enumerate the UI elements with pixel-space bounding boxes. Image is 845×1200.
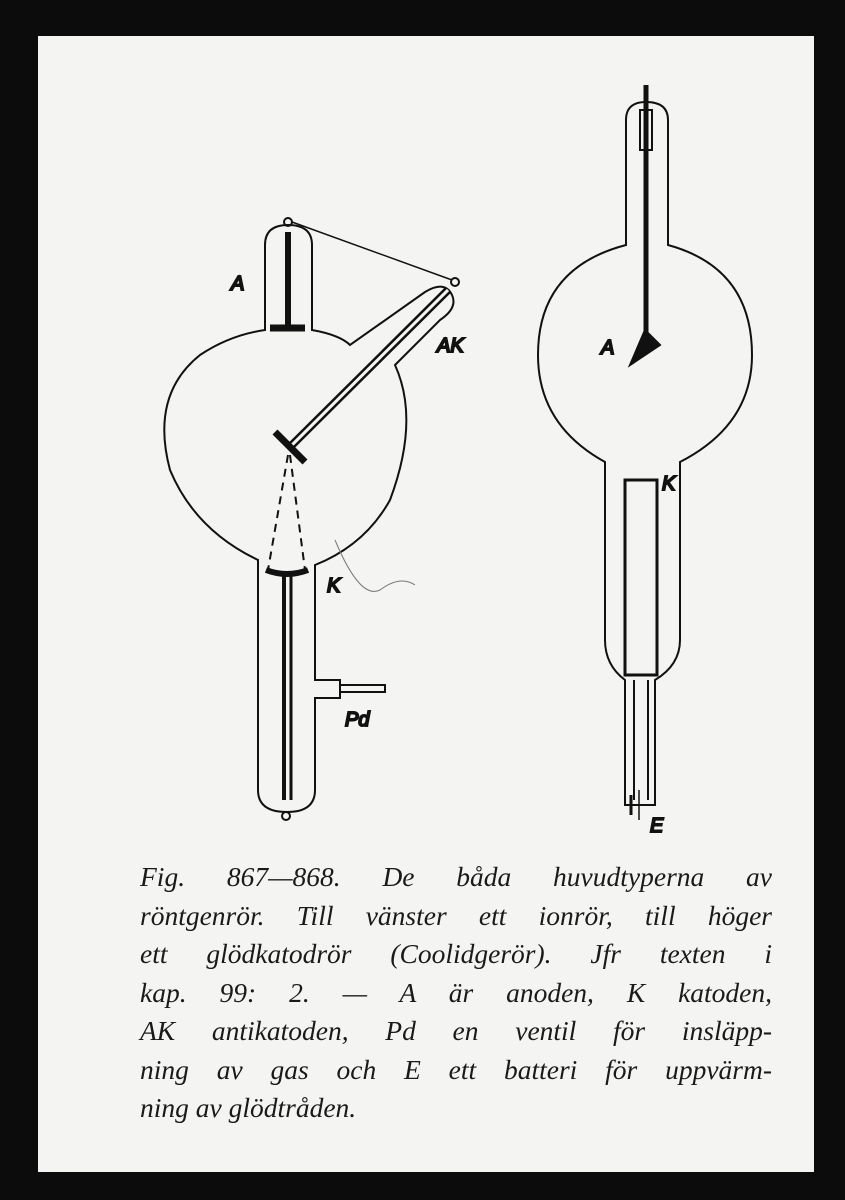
caption-line: ning av glödtråden. [140, 1092, 357, 1123]
label-ak: AK [437, 335, 464, 357]
cathode-ray-right [290, 455, 305, 570]
caption-line: röntgenrör. Till vänster ett ionrör, till höger [140, 899, 772, 931]
caption-line: ning av gas och E ett batteri för uppvärm- [140, 1053, 772, 1085]
valve-pd [340, 685, 385, 692]
cathode-mirror [266, 570, 308, 574]
caption-line: ett glödkatodrör (Coolidgerör). Jfr texten i [140, 938, 772, 969]
caption-line: Fig. 867—868. De båda huvudtyperna av [140, 861, 772, 892]
anticathode-terminal [451, 278, 459, 286]
caption-line: AK antikatoden, Pd en ventil för insläpp- [140, 1015, 772, 1046]
label-pd: Pd [345, 709, 370, 731]
ion-tube [164, 218, 465, 820]
coolidge-tube [538, 85, 752, 837]
caption-line: kap. 99: 2. — A är anoden, K katoden, [140, 976, 772, 1008]
cathode-ray-left [268, 455, 288, 570]
anode-target [630, 330, 660, 365]
label-a: A [231, 273, 245, 295]
label-a: A [601, 337, 615, 359]
ion-tube-glass-outline [164, 225, 453, 812]
connecting-wire [292, 222, 452, 280]
figure-caption [140, 858, 772, 1128]
cathode-terminal [282, 812, 290, 820]
label-k: K [662, 473, 676, 495]
label-e: E [650, 815, 664, 837]
cathode-cup [625, 480, 657, 675]
label-k: K [327, 575, 341, 597]
